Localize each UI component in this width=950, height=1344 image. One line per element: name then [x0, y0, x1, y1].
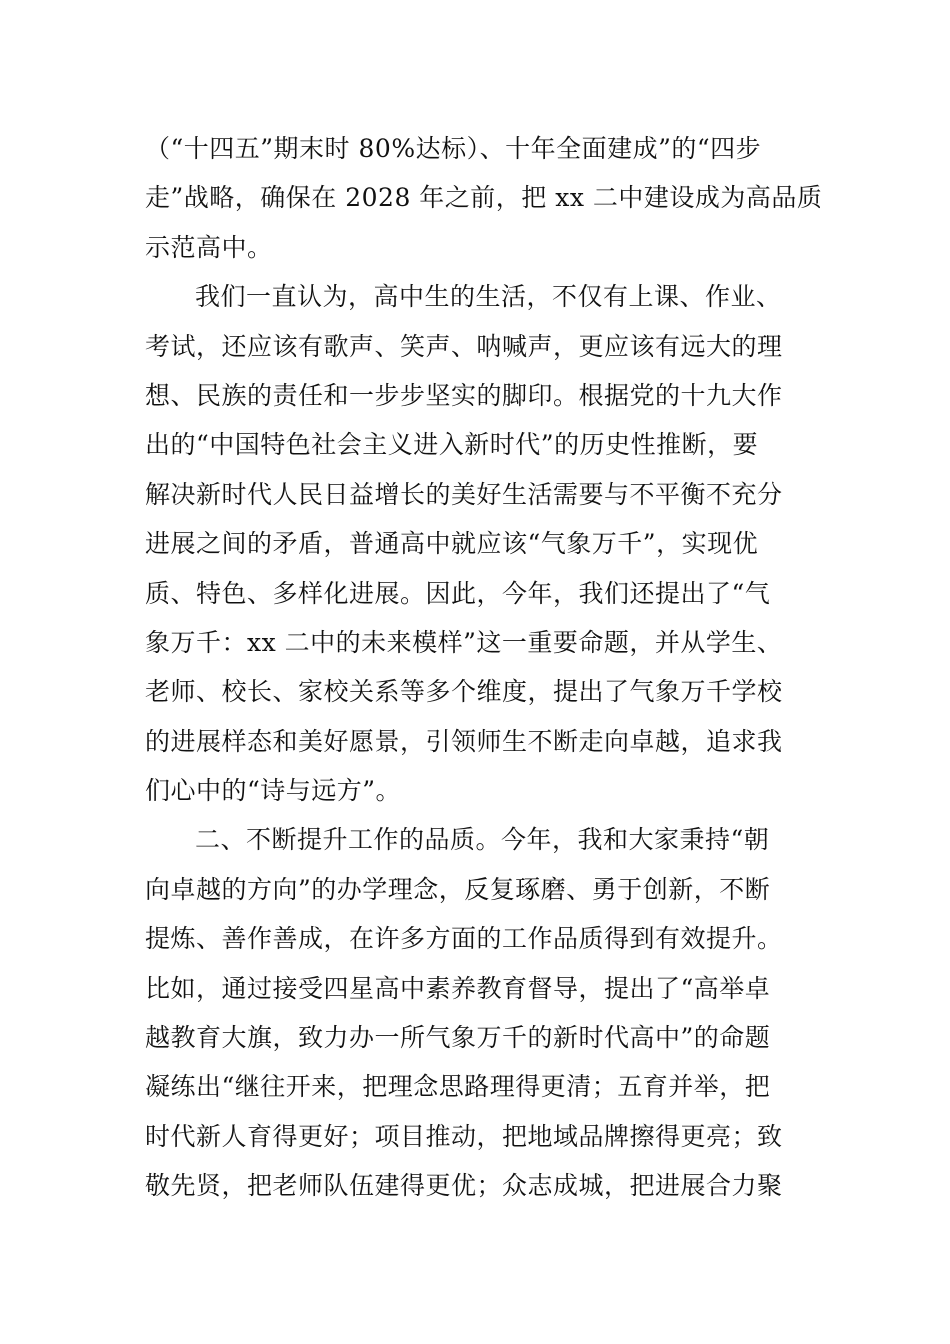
text-line: 考试，还应该有歌声、笑声、呐喊声，更应该有远大的理 [145, 331, 783, 361]
text-line: 凝练出“继往开来，把理念思路理得更清；五育并举，把 [145, 1072, 771, 1102]
text-line: 进展之间的矛盾，普通高中就应该“气象万千”，实现优 [145, 529, 759, 559]
text-line: 提炼、善作善成，在许多方面的工作品质得到有效提升。 [145, 924, 783, 954]
text-line: 们心中的“诗与远方”。 [145, 776, 402, 806]
text-line: 越教育大旗，致力办一所气象万千的新时代高中”的命题 [145, 1023, 771, 1053]
text-line: 向卓越的方向”的办学理念，反复琢磨、勇于创新，不断 [145, 874, 771, 904]
text-line: 老师、校长、家校关系等多个维度，提出了气象万千学校 [145, 677, 783, 707]
text-line: 的进展样态和美好愿景，引领师生不断走向卓越，追求我 [145, 726, 783, 756]
text-line: 象万千：xx 二中的未来模样”这一重要命题，并从学生、 [145, 627, 783, 657]
text-line: 质、特色、多样化进展。因此，今年，我们还提出了“气 [145, 578, 771, 608]
text-line: 时代新人育得更好；项目推动，把地域品牌擦得更亮；致 [145, 1121, 783, 1151]
paragraph-first-line: 二、不断提升工作的品质。今年，我和大家秉持“朝 [195, 825, 770, 855]
text-line: （“十四五”期末时 80%达标）、十年全面建成”的“四步 [145, 134, 762, 163]
text-line: 想、民族的责任和一步步坚实的脚印。根据党的十九大作 [145, 380, 783, 410]
text-line: 敬先贤，把老师队伍建得更优；众志成城，把进展合力聚 [145, 1171, 783, 1201]
document-body [145, 124, 845, 1211]
text-line: 走”战略，确保在 2028 年之前，把 xx 二中建设成为高品质 [145, 183, 823, 213]
text-line: 比如，通过接受四星高中素养教育督导，提出了“高举卓 [145, 973, 771, 1003]
text-line: 解决新时代人民日益增长的美好生活需要与不平衡不充分 [145, 479, 783, 509]
text-line: 示范高中。 [145, 232, 273, 262]
text-line: 出的“中国特色社会主义进入新时代”的历史性推断，要 [145, 430, 759, 460]
paragraph-first-line: 我们一直认为，高中生的生活，不仅有上课、作业、 [195, 282, 782, 312]
